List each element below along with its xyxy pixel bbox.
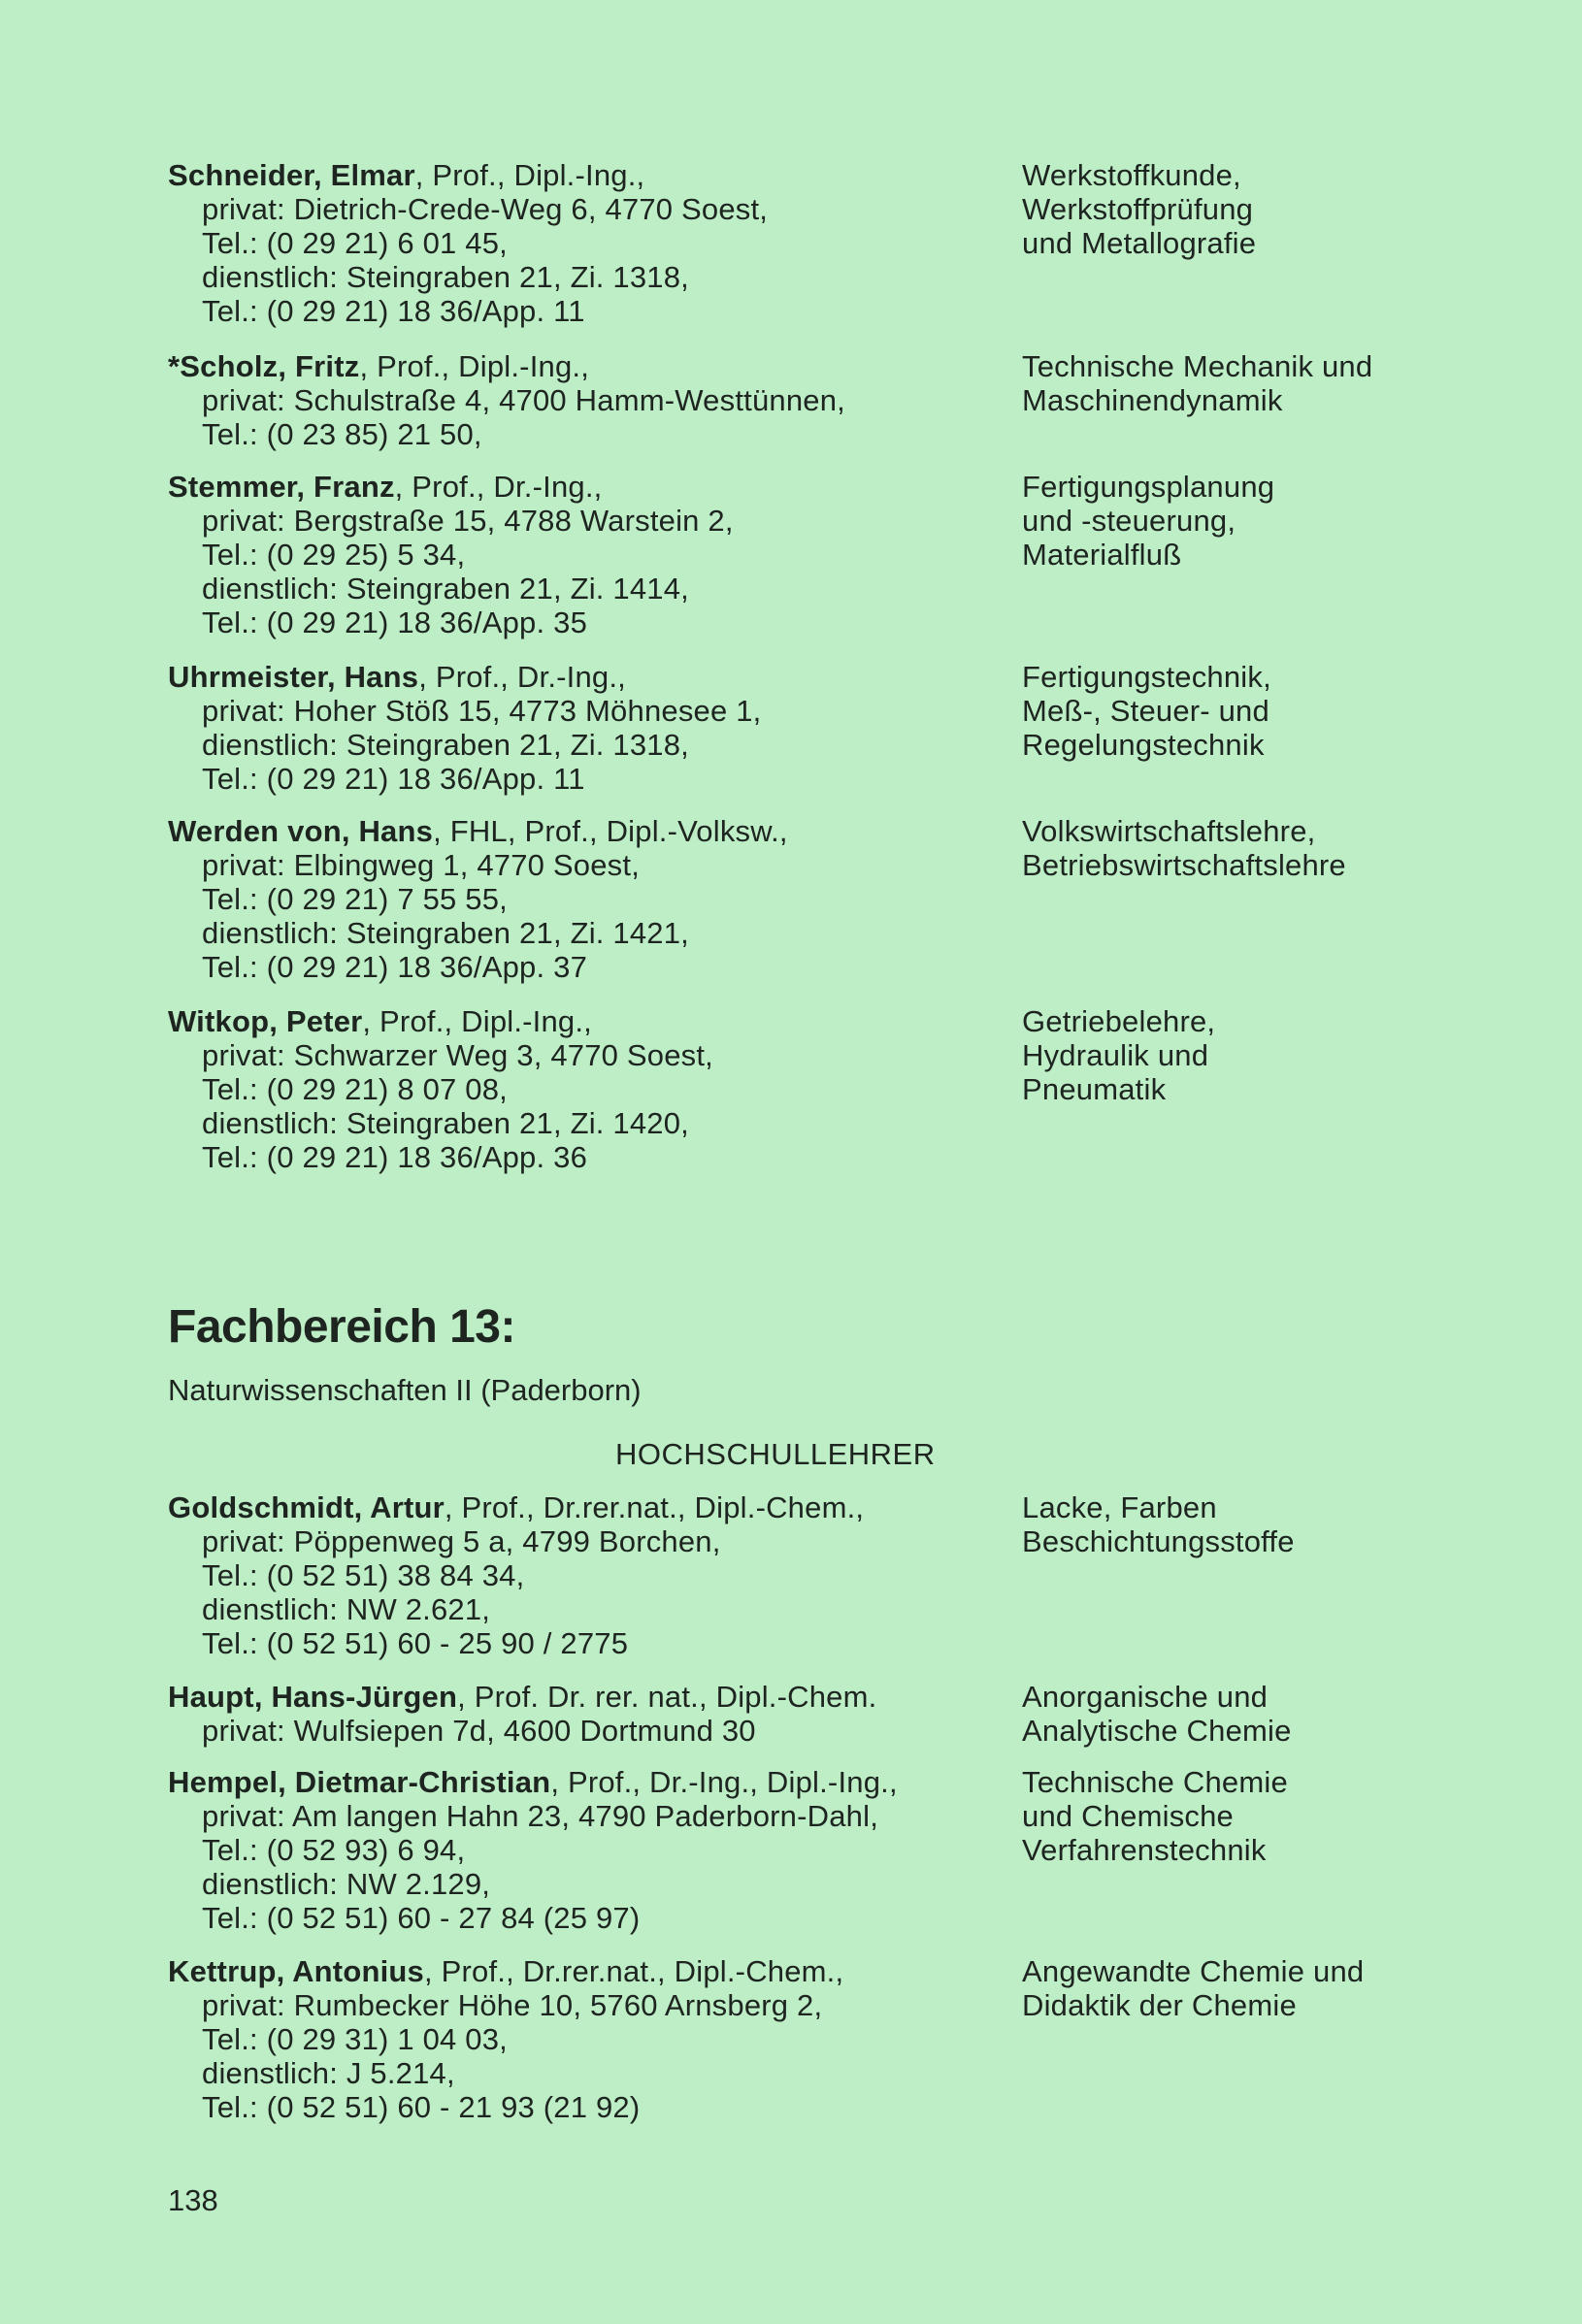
entry-person xyxy=(168,660,1022,796)
entry-subject xyxy=(1022,1765,1488,1867)
entry-line: Tel.: (0 29 21) 18 36/App. 11 xyxy=(202,294,585,328)
entry-line: dienstlich: Steingraben 21, Zi. 1318, xyxy=(202,728,689,762)
subject-line: Lacke, Farben xyxy=(1022,1490,1217,1524)
entry-subject xyxy=(1022,349,1488,417)
subject-line: Angewandte Chemie und xyxy=(1022,1954,1365,1988)
entry-line: Tel.: (0 52 51) 60 - 21 93 (21 92) xyxy=(202,2090,641,2124)
entry-person xyxy=(168,470,1022,639)
entry-subject xyxy=(1022,814,1488,882)
entry-line: dienstlich: NW 2.621, xyxy=(202,1592,491,1626)
entry-subject xyxy=(1022,1954,1488,2022)
entry-line: Tel.: (0 29 21) 18 36/App. 11 xyxy=(202,762,585,796)
subject-line: Werkstoffkunde, xyxy=(1022,158,1241,192)
entry-titles: , FHL, Prof., Dipl.-Volksw., xyxy=(433,814,788,848)
entry-subject xyxy=(1022,1004,1488,1106)
page-number: 138 xyxy=(168,2183,218,2217)
entry-titles: , Prof., Dr.-Ing., xyxy=(418,660,626,694)
entry-line: privat: Schulstraße 4, 4700 Hamm-Westtünnen, xyxy=(202,383,845,417)
entry-titles: , Prof., Dr.-Ing., Dipl.-Ing., xyxy=(550,1765,898,1799)
entry-line: Tel.: (0 29 21) 6 01 45, xyxy=(202,226,508,260)
entry-titles: , Prof., Dipl.-Ing., xyxy=(362,1004,592,1038)
entry-name: Uhrmeister, Hans xyxy=(168,660,419,694)
subject-line: Didaktik der Chemie xyxy=(1022,1988,1297,2022)
entry-line: dienstlich: NW 2.129, xyxy=(202,1867,491,1901)
subject-line: Beschichtungsstoffe xyxy=(1022,1524,1295,1558)
entry-line: Tel.: (0 52 93) 6 94, xyxy=(202,1833,466,1867)
subject-line: Volkswirtschaftslehre, xyxy=(1022,814,1316,848)
subject-line: Getriebelehre, xyxy=(1022,1004,1216,1038)
subject-line: Pneumatik xyxy=(1022,1072,1167,1106)
entry-person xyxy=(168,158,1022,328)
entry-line: privat: Wulfsiepen 7d, 4600 Dortmund 30 xyxy=(202,1714,756,1748)
entry-subject xyxy=(1022,1490,1488,1558)
entry-titles: , Prof., Dr.-Ing., xyxy=(394,470,603,504)
entry-line: Tel.: (0 29 21) 8 07 08, xyxy=(202,1072,508,1106)
entry-titles: , Prof., Dr.rer.nat., Dipl.-Chem., xyxy=(424,1954,844,1988)
entry-line: Tel.: (0 23 85) 21 50, xyxy=(202,417,482,451)
entry-line: privat: Schwarzer Weg 3, 4770 Soest, xyxy=(202,1038,713,1072)
entry-line: privat: Elbingweg 1, 4770 Soest, xyxy=(202,848,641,882)
entry-line: Tel.: (0 29 21) 18 36/App. 35 xyxy=(202,606,588,639)
entry-person xyxy=(168,1004,1022,1174)
entry-line: dienstlich: Steingraben 21, Zi. 1318, xyxy=(202,260,689,294)
entry-person xyxy=(168,1765,1022,1935)
entry-line: dienstlich: Steingraben 21, Zi. 1420, xyxy=(202,1106,689,1140)
entry-titles: , Prof., Dr.rer.nat., Dipl.-Chem., xyxy=(444,1490,865,1524)
entry-titles: , Prof., Dipl.-Ing., xyxy=(359,349,590,383)
entry-name: *Scholz, Fritz xyxy=(168,349,360,383)
entry-line: Tel.: (0 29 21) 18 36/App. 36 xyxy=(202,1140,588,1174)
entry-name: Witkop, Peter xyxy=(168,1004,363,1038)
entry-line: dienstlich: J 5.214, xyxy=(202,2056,455,2090)
entry-line: Tel.: (0 52 51) 60 - 25 90 / 2775 xyxy=(202,1626,629,1660)
subject-line: Verfahrenstechnik xyxy=(1022,1833,1267,1867)
subject-line: Werkstoffprüfung xyxy=(1022,192,1254,226)
subject-line: Betriebswirtschaftslehre xyxy=(1022,848,1346,882)
entry-person xyxy=(168,349,1022,451)
group-heading: HOCHSCHULLEHRER xyxy=(615,1437,936,1471)
entry-line: dienstlich: Steingraben 21, Zi. 1414, xyxy=(202,572,689,606)
subject-line: Fertigungstechnik, xyxy=(1022,660,1271,694)
entry-line: privat: Pöppenweg 5 a, 4799 Borchen, xyxy=(202,1524,721,1558)
entry-person xyxy=(168,1954,1022,2124)
subject-line: Technische Mechanik und xyxy=(1022,349,1373,383)
section-subtitle: Naturwissenschaften II (Paderborn) xyxy=(168,1373,642,1407)
entry-line: Tel.: (0 29 25) 5 34, xyxy=(202,538,466,572)
entry-line: dienstlich: Steingraben 21, Zi. 1421, xyxy=(202,916,689,950)
entry-name: Goldschmidt, Artur xyxy=(168,1490,445,1524)
entry-subject xyxy=(1022,470,1488,572)
subject-line: Fertigungsplanung xyxy=(1022,470,1275,504)
entry-person xyxy=(168,814,1022,984)
subject-line: Meß-, Steuer- und xyxy=(1022,694,1269,728)
entry-line: privat: Dietrich-Crede-Weg 6, 4770 Soest, xyxy=(202,192,769,226)
entry-line: privat: Bergstraße 15, 4788 Warstein 2, xyxy=(202,504,734,538)
entry-titles: , Prof., Dipl.-Ing., xyxy=(414,158,645,192)
entry-person xyxy=(168,1680,1022,1748)
entry-person xyxy=(168,1490,1022,1660)
subject-line: Anorganische und xyxy=(1022,1680,1269,1714)
entry-name: Hempel, Dietmar-Christian xyxy=(168,1765,551,1799)
entry-line: Tel.: (0 52 51) 38 84 34, xyxy=(202,1558,525,1592)
subject-line: Materialfluß xyxy=(1022,538,1182,572)
entry-subject xyxy=(1022,660,1488,762)
entry-titles: , Prof. Dr. rer. nat., Dipl.-Chem. xyxy=(457,1680,877,1714)
subject-line: und -steuerung, xyxy=(1022,504,1236,538)
subject-line: und Metallografie xyxy=(1022,226,1257,260)
entry-line: Tel.: (0 29 31) 1 04 03, xyxy=(202,2022,508,2056)
entry-line: Tel.: (0 29 21) 7 55 55, xyxy=(202,882,508,916)
entry-name: Werden von, Hans xyxy=(168,814,434,848)
entry-line: Tel.: (0 52 51) 60 - 27 84 (25 97) xyxy=(202,1901,641,1935)
entry-name: Haupt, Hans-Jürgen xyxy=(168,1680,458,1714)
subject-line: und Chemische xyxy=(1022,1799,1234,1833)
entry-name: Schneider, Elmar xyxy=(168,158,415,192)
entry-name: Stemmer, Franz xyxy=(168,470,395,504)
entry-subject xyxy=(1022,158,1488,260)
entry-line: Tel.: (0 29 21) 18 36/App. 37 xyxy=(202,950,588,984)
entry-line: privat: Am langen Hahn 23, 4790 Paderborn-Dahl, xyxy=(202,1799,879,1833)
subject-line: Hydraulik und xyxy=(1022,1038,1209,1072)
entry-name: Kettrup, Antonius xyxy=(168,1954,424,1988)
entry-line: privat: Rumbecker Höhe 10, 5760 Arnsberg 2, xyxy=(202,1988,823,2022)
entry-line: privat: Hoher Stöß 15, 4773 Möhnesee 1, xyxy=(202,694,762,728)
section-title: Fachbereich 13: xyxy=(168,1301,515,1353)
subject-line: Technische Chemie xyxy=(1022,1765,1288,1799)
subject-line: Maschinendynamik xyxy=(1022,383,1283,417)
subject-line: Regelungstechnik xyxy=(1022,728,1265,762)
subject-line: Analytische Chemie xyxy=(1022,1714,1292,1748)
entry-subject xyxy=(1022,1680,1488,1748)
